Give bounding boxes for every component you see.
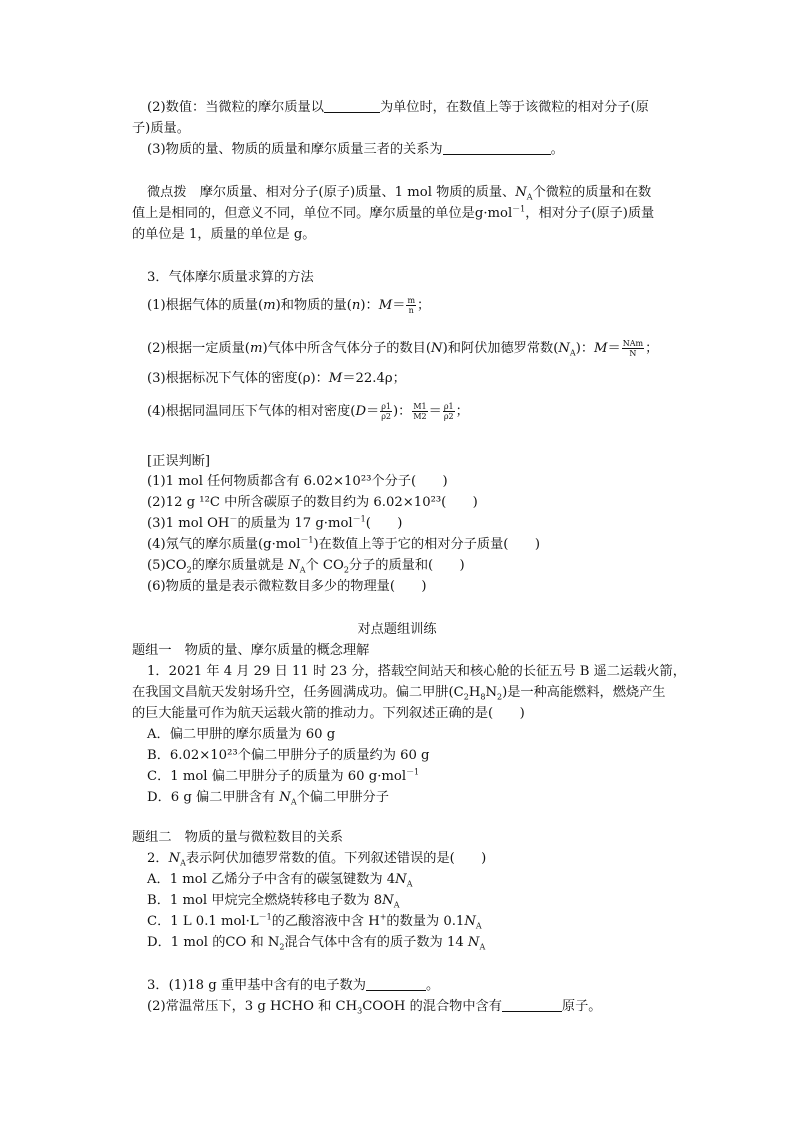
avogadro-symbol: N xyxy=(382,893,394,908)
text: A．1 mol 乙烯分子中含有的碳氢键数为 4 xyxy=(147,872,396,887)
text: 表示阿伏加德罗常数的值。下列叙述错误的是( ) xyxy=(185,851,487,866)
text: 个 CO xyxy=(305,558,344,573)
answer-blank[interactable] xyxy=(324,98,380,113)
text: )和阿伏加德罗常数( xyxy=(442,341,559,356)
text: )和物质的量( xyxy=(275,298,352,313)
judge-q1 xyxy=(147,472,448,492)
text: D．1 mol 的CO 和 N xyxy=(147,935,280,950)
denominator: N xyxy=(629,349,637,358)
var: n xyxy=(351,298,361,313)
problem-2-option-b[interactable] xyxy=(147,891,399,911)
subscript: 2 xyxy=(186,565,192,575)
problem-1-line-3 xyxy=(132,704,525,724)
fraction xyxy=(380,402,392,421)
answer-blank[interactable] xyxy=(366,976,426,991)
definition-line-3 xyxy=(147,140,564,160)
text: 对点题组训练 xyxy=(357,622,437,637)
method-2 xyxy=(147,339,658,359)
text: (5)CO xyxy=(147,558,187,573)
answer-blank[interactable] xyxy=(443,140,551,155)
text: ＝ xyxy=(366,404,380,419)
judge-q4 xyxy=(147,535,540,555)
text: 3．(1)18 g 重甲基中含有的电子数为 xyxy=(147,978,366,993)
judge-q2 xyxy=(147,493,478,513)
practice-heading xyxy=(0,620,794,640)
problem-2-option-a[interactable] xyxy=(147,870,413,890)
text: ＝22.4ρ； xyxy=(342,371,406,386)
methods-title xyxy=(147,268,314,288)
problem-1-option-d[interactable] xyxy=(147,788,389,808)
avogadro-symbol: N xyxy=(464,914,476,929)
text: (1)根据气体的质量( xyxy=(147,298,264,313)
numerator: NAm xyxy=(622,339,644,348)
var: N xyxy=(431,341,443,356)
var: m xyxy=(263,298,276,313)
problem-1-option-a[interactable] xyxy=(147,725,335,745)
text: 混合气体中含有的质子数为 14 xyxy=(284,935,468,950)
text: B．1 mol 甲烷完全燃烧转移电子数为 8 xyxy=(147,893,383,908)
text: ＝ xyxy=(607,341,621,356)
text: [正误判断] xyxy=(147,454,211,469)
superscript: －1 xyxy=(406,767,420,777)
text: 3．气体摩尔质量求算的方法 xyxy=(147,270,314,285)
text: (3)根据标况下气体的密度(ρ)： xyxy=(147,371,329,386)
text: B．6.02×10²³个偏二甲肼分子的质量约为 60 g xyxy=(147,748,430,763)
text: (2)数值：当微粒的摩尔质量以 xyxy=(147,100,324,115)
superscript: + xyxy=(379,912,387,922)
superscript: －1 xyxy=(300,535,314,545)
text: 分子的质量和( ) xyxy=(348,558,465,573)
judge-q3 xyxy=(147,514,402,534)
text: 的摩尔质量就是 xyxy=(191,558,289,573)
text: C．1 mol 偏二甲肼分子的质量为 60 g·mol xyxy=(147,769,407,784)
text: )： xyxy=(360,298,379,313)
definition-line-1 xyxy=(147,98,649,118)
avogadro-symbol: N xyxy=(395,872,407,887)
var: N xyxy=(558,341,570,356)
subscript: A xyxy=(475,921,482,931)
subscript: A xyxy=(290,797,297,807)
tip-line-1 xyxy=(147,183,651,203)
judge-q5 xyxy=(147,556,465,576)
avogadro-symbol: N xyxy=(467,935,480,950)
text: )在数值上等于它的相对分子质量( ) xyxy=(313,537,540,552)
subscript: 8 xyxy=(480,692,486,702)
text: 微点拨 摩尔质量、相对分子(原子)质量、1 mol 物质的质量、 xyxy=(147,185,516,200)
text: 1．2021 年 4 月 29 日 11 时 23 分，搭载空间站天和核心舱的长征五号 B 遥二运载火箭， xyxy=(147,664,686,679)
text: (4)根据同温同压下气体的相对密度( xyxy=(147,404,356,419)
text: (3)1 mol OH xyxy=(147,516,230,531)
text: (2)12 g ¹²C 中所含碳原子的数目约为 6.02×10²³( ) xyxy=(147,495,478,510)
avogadro-symbol: N xyxy=(168,851,181,866)
avogadro-symbol: N xyxy=(515,185,527,200)
tip-line-2 xyxy=(132,204,654,224)
subscript: A xyxy=(299,565,306,575)
text: 2． xyxy=(147,851,169,866)
text: 题组二 物质的量与微粒数目的关系 xyxy=(132,830,343,845)
method-4 xyxy=(147,402,469,422)
numerator: ρ1 xyxy=(443,402,454,411)
text: ＝ xyxy=(392,298,406,313)
var: M xyxy=(378,298,393,313)
fraction xyxy=(622,339,644,358)
text: 。 xyxy=(425,978,440,993)
text: )： xyxy=(575,341,595,356)
text: 个偏二甲肼分子 xyxy=(296,790,389,805)
subscript: A xyxy=(393,900,400,910)
fraction xyxy=(406,296,416,315)
problem-1-option-c[interactable] xyxy=(147,767,419,787)
text: ＝ xyxy=(428,404,442,419)
judge-q6 xyxy=(147,577,427,597)
text: 为单位时，在数值上等于该微粒的相对分子(原 xyxy=(379,100,649,115)
text: COOH 的混合物中含有 xyxy=(362,999,502,1014)
denominator: n xyxy=(408,306,414,315)
subscript: 2 xyxy=(343,565,349,575)
group-1-title xyxy=(132,641,369,661)
subscript: 2 xyxy=(279,942,285,952)
avogadro-symbol: N xyxy=(279,790,291,805)
text: A．偏二甲肼的摩尔质量为 60 g xyxy=(147,727,336,742)
problem-3-line-2 xyxy=(147,997,601,1017)
subscript: A xyxy=(526,192,533,202)
subscript: 2 xyxy=(496,692,503,702)
text: (6)物质的量是表示微粒数目多少的物理量( ) xyxy=(147,579,427,594)
text: ； xyxy=(645,341,659,356)
problem-3-line-1 xyxy=(147,976,439,996)
group-2-title xyxy=(132,828,343,848)
subscript: 2 xyxy=(463,692,469,702)
text: )是一种高能燃料，燃烧产生 xyxy=(502,685,666,700)
text: )： xyxy=(393,404,412,419)
method-3 xyxy=(147,369,406,389)
var: D xyxy=(355,404,367,419)
problem-2-line-1 xyxy=(147,849,486,869)
problem-1-option-b[interactable] xyxy=(147,746,430,766)
denominator: ρ2 xyxy=(381,412,392,421)
text: 的巨大能量可作为航天运载火箭的推动力。下列叙述正确的是( ) xyxy=(132,706,525,721)
fraction xyxy=(412,402,427,421)
avogadro-symbol: N xyxy=(288,558,300,573)
text: ( ) xyxy=(365,516,403,531)
text: 在我国文昌航天发射场升空，任务圆满成功。偏二甲肼(C xyxy=(132,685,464,700)
subscript: A xyxy=(479,942,486,952)
text: ； xyxy=(417,298,431,313)
tip-line-3 xyxy=(132,225,315,245)
text: 子)质量。 xyxy=(132,121,190,136)
text: C．1 L 0.1 mol·L xyxy=(147,914,259,929)
var: M xyxy=(328,371,343,386)
numerator: ρ1 xyxy=(381,402,392,411)
denominator: ρ2 xyxy=(443,412,454,421)
text: 个微粒的质量和在数 xyxy=(532,185,652,200)
text: 的单位是 1，质量的单位是 g。 xyxy=(132,227,316,242)
numerator: M1 xyxy=(413,402,427,411)
text: )气体中所含气体分子的数目( xyxy=(262,341,432,356)
text: ； xyxy=(455,404,469,419)
text: N xyxy=(485,685,497,700)
text: ，相对分子(原子)质量 xyxy=(525,206,655,221)
subscript: 3 xyxy=(357,1006,363,1016)
problem-1-line-1 xyxy=(147,662,686,682)
definition-line-2 xyxy=(132,119,190,139)
subscript: A xyxy=(569,348,576,358)
answer-blank[interactable] xyxy=(502,997,562,1012)
text: (3)物质的量、物质的质量和摩尔质量三者的关系为 xyxy=(147,142,443,157)
var: M xyxy=(594,341,608,356)
text: (2)常温常压下，3 g HCHO 和 CH xyxy=(147,999,358,1014)
text: 的乙酸溶液中含 H xyxy=(271,914,380,929)
judge-title xyxy=(147,452,210,472)
subscript: A xyxy=(406,879,413,889)
text: 。 xyxy=(550,142,564,157)
subscript: A xyxy=(180,858,186,868)
text: 题组一 物质的量、摩尔质量的概念理解 xyxy=(132,643,370,658)
text: 值上是相同的，但意义不同，单位不同。摩尔质量的单位是g·mol xyxy=(132,206,513,221)
text: (4)氖气的摩尔质量(g·mol xyxy=(147,537,301,552)
text: (1)1 mol 任何物质都含有 6.02×10²³个分子( ) xyxy=(147,474,448,489)
problem-2-option-d[interactable] xyxy=(147,933,485,953)
text: 的质量为 17 g·mol xyxy=(237,516,353,531)
superscript: －1 xyxy=(258,912,272,922)
superscript: －1 xyxy=(512,204,526,214)
numerator: m xyxy=(407,296,416,305)
text: D．6 g 偏二甲肼含有 xyxy=(147,790,280,805)
problem-2-option-c[interactable] xyxy=(147,912,482,932)
superscript: － xyxy=(229,514,238,524)
text: (2)根据一定质量( xyxy=(147,341,250,356)
method-1 xyxy=(147,296,430,316)
var: m xyxy=(249,341,263,356)
problem-1-line-2 xyxy=(132,683,665,703)
fraction xyxy=(443,402,455,421)
text: 原子。 xyxy=(561,999,602,1014)
superscript: －1 xyxy=(352,514,366,524)
denominator: M2 xyxy=(413,412,427,421)
text: H xyxy=(468,685,481,700)
text: 的数量为 0.1 xyxy=(386,914,465,929)
